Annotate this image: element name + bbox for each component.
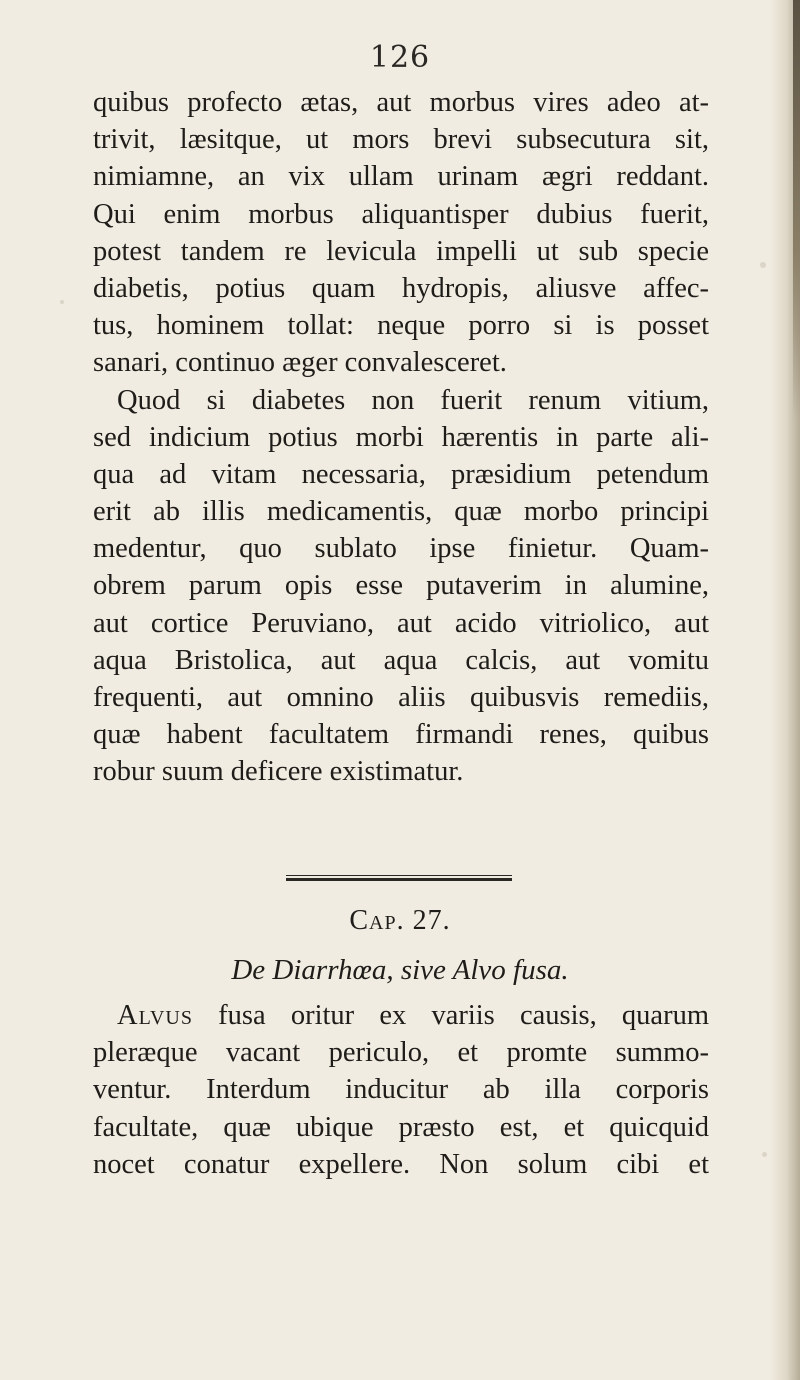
paper-spot xyxy=(760,262,766,268)
text-line: aut cortice Peruviano, aut acido vitriolico, aut xyxy=(93,607,709,639)
chapter-number: 27. xyxy=(412,905,451,936)
opening-line-rest: fusa oritur ex variis causis, quarum xyxy=(192,1000,709,1031)
opening-word: Alvus xyxy=(117,1000,193,1031)
text-line: obrem parum opis esse putaverim in alumine, xyxy=(93,570,709,602)
text-line: nimiamne, an vix ullam urinam ægri reddant. xyxy=(93,161,709,193)
text-line: ventur. Interdum inducitur ab illa corporis xyxy=(93,1074,709,1106)
chapter-label: Cap. xyxy=(349,905,405,936)
text-line: qua ad vitam necessaria, præsidium petendum xyxy=(93,458,709,490)
text-line: medentur, quo sublato ipse finietur. Quam- xyxy=(93,533,709,565)
page-number: 126 xyxy=(369,40,431,75)
text-line: facultate, quæ ubique præsto est, et quicquid xyxy=(93,1111,709,1143)
text-line: Qui enim morbus aliquantisper dubius fuerit, xyxy=(93,198,709,230)
paper-spot xyxy=(60,300,64,304)
divider-thick-rule xyxy=(286,878,512,881)
text-line: aqua Bristolica, aut aqua calcis, aut vomitu xyxy=(93,644,709,676)
text-line: nocet conatur expellere. Non solum cibi et xyxy=(93,1148,709,1180)
text-line: frequenti, aut omnino aliis quibusvis remediis, xyxy=(93,682,709,713)
text-line: diabetis, potius quam hydropis, aliusve affec- xyxy=(93,272,709,304)
text-line: erit ab illis medicamentis, quæ morbo principi xyxy=(93,496,709,528)
text-line: potest tandem re levicula impelli ut sub specie xyxy=(93,235,709,267)
text-line: trivit, læsitque, ut mors brevi subsecutura sit, xyxy=(93,124,709,156)
text-line: tus, hominem tollat: neque porro si is posset xyxy=(93,310,709,342)
text-line xyxy=(93,997,709,1034)
chapter-heading xyxy=(0,905,800,937)
body-text-top xyxy=(93,84,709,791)
section-divider xyxy=(286,875,512,882)
text-line: robur suum deficere existimatur. xyxy=(93,756,464,788)
text-line: Quod si diabetes non fuerit renum vitium, xyxy=(117,384,709,416)
text-line: pleræque vacant periculo, et promte summo- xyxy=(93,1037,709,1069)
body-text-bottom xyxy=(93,997,709,1183)
text-line: sed indicium potius morbi hærentis in parte ali- xyxy=(93,421,709,453)
text-line: quæ habent facultatem firmandi renes, quibus xyxy=(93,719,709,751)
text-line: sanari, continuo æger convalesceret. xyxy=(93,347,507,379)
paper-spot xyxy=(762,1152,767,1157)
text-line: quibus profecto ætas, aut morbus vires adeo at- xyxy=(93,87,709,118)
chapter-title: De Diarrhœa, sive Alvo fusa. xyxy=(231,954,569,986)
divider-thin-rule xyxy=(286,875,512,876)
